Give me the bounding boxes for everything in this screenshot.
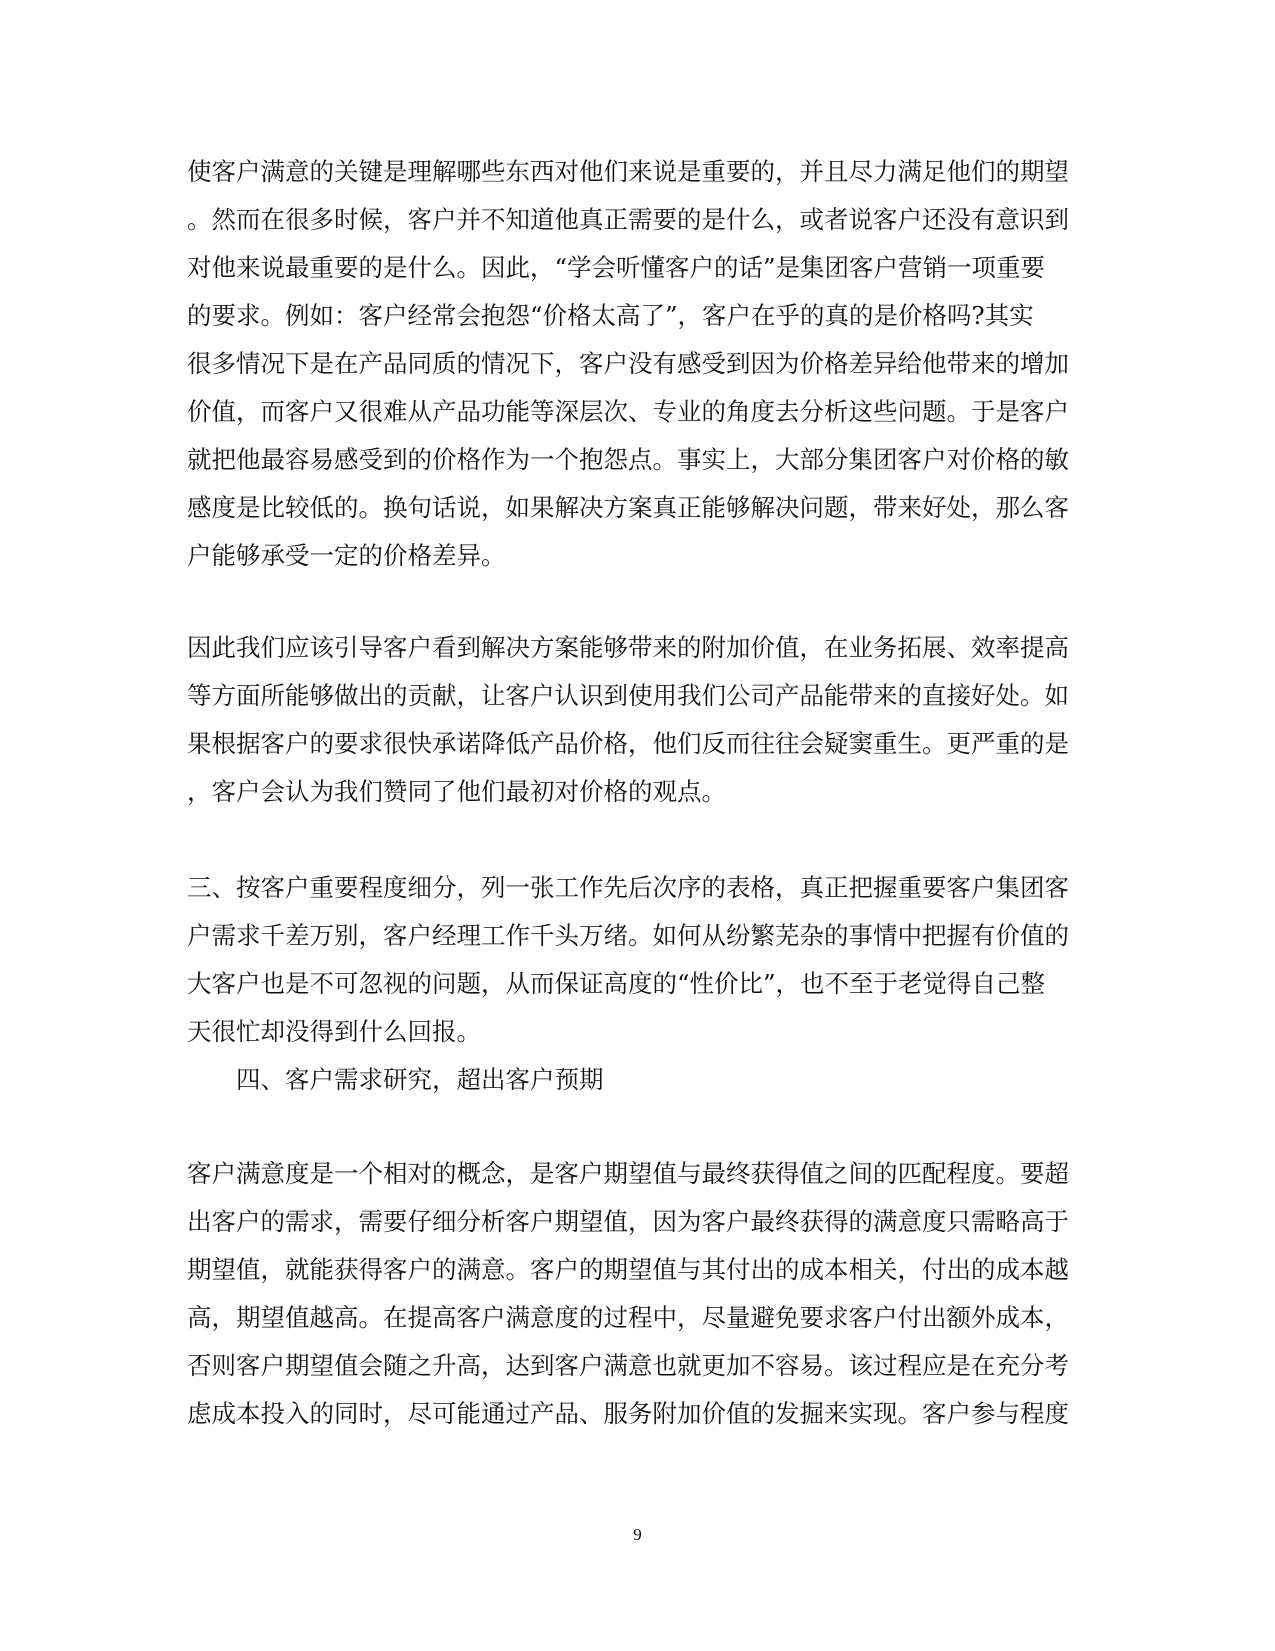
- text-line: 使客户满意的关键是理解哪些东西对他们来说是重要的，并且尽力满足他们的期望: [187, 157, 1069, 186]
- text-line: 的要求。例如：客户经常会抱怨“价格太高了”，客户在乎的真的是价格吗?其实: [187, 301, 1034, 330]
- text-line: 感度是比较低的。换句话说，如果解决方案真正能够解决问题，带来好处，那么客: [187, 493, 1069, 522]
- text-line: 。然而在很多时候，客户并不知道他真正需要的是什么，或者说客户还没有意识到: [187, 205, 1069, 234]
- paragraph-3: [187, 864, 1092, 1104]
- text-line: 客户满意度是一个相对的概念，是客户期望值与最终获得值之间的匹配程度。要超: [187, 1159, 1069, 1188]
- section-heading: 四、客户需求研究，超出客户预期: [187, 1065, 604, 1094]
- text-line: 等方面所能够做出的贡献，让客户认识到使用我们公司产品能带来的直接好处。如: [187, 681, 1069, 710]
- paragraph-2: [187, 624, 1092, 816]
- paragraph-1: [187, 148, 1092, 580]
- text-line: 很多情况下是在产品同质的情况下，客户没有感受到因为价格差异给他带来的增加: [187, 349, 1069, 378]
- text-line: 就把他最容易感受到的价格作为一个抱怨点。事实上，大部分集团客户对价格的敏: [187, 445, 1069, 474]
- text-line: 否则客户期望值会随之升高，达到客户满意也就更加不容易。该过程应是在充分考: [187, 1351, 1069, 1380]
- text-line: 高，期望值越高。在提高客户满意度的过程中，尽量避免要求客户付出额外成本，: [187, 1303, 1069, 1332]
- paragraph-4: [187, 1150, 1092, 1438]
- page-number: 9: [633, 1525, 642, 1544]
- text-line: 虑成本投入的同时，尽可能通过产品、服务附加价值的发掘来实现。客户参与程度: [187, 1399, 1069, 1428]
- text-line: 果根据客户的要求很快承诺降低产品价格，他们反而往往会疑窦重生。更严重的是: [187, 729, 1069, 758]
- text-line: 价值，而客户又很难从产品功能等深层次、专业的角度去分析这些问题。于是客户: [187, 397, 1069, 426]
- text-line: ，客户会认为我们赞同了他们最初对价格的观点。: [187, 777, 726, 806]
- text-line: 因此我们应该引导客户看到解决方案能够带来的附加价值，在业务拓展、效率提高: [187, 633, 1069, 662]
- text-line: 出客户的需求，需要仔细分析客户期望值，因为客户最终获得的满意度只需略高于: [187, 1207, 1069, 1236]
- text-line: 对他来说最重要的是什么。因此，“学会听懂客户的话”是集团客户营销一项重要: [187, 253, 1046, 282]
- text-line: 大客户也是不可忽视的问题，从而保证高度的“性价比”，也不至于老觉得自己整: [187, 969, 1046, 998]
- text-line: 期望值，就能获得客户的满意。客户的期望值与其付出的成本相关，付出的成本越: [187, 1255, 1069, 1284]
- text-line: 三、按客户重要程度细分，列一张工作先后次序的表格，真正把握重要客户集团客: [187, 873, 1069, 902]
- text-line: 天很忙却没得到什么回报。: [187, 1017, 481, 1046]
- text-line: 户需求千差万别，客户经理工作千头万绪。如何从纷繁芜杂的事情中把握有价值的: [187, 921, 1069, 950]
- text-line: 户能够承受一定的价格差异。: [187, 541, 506, 570]
